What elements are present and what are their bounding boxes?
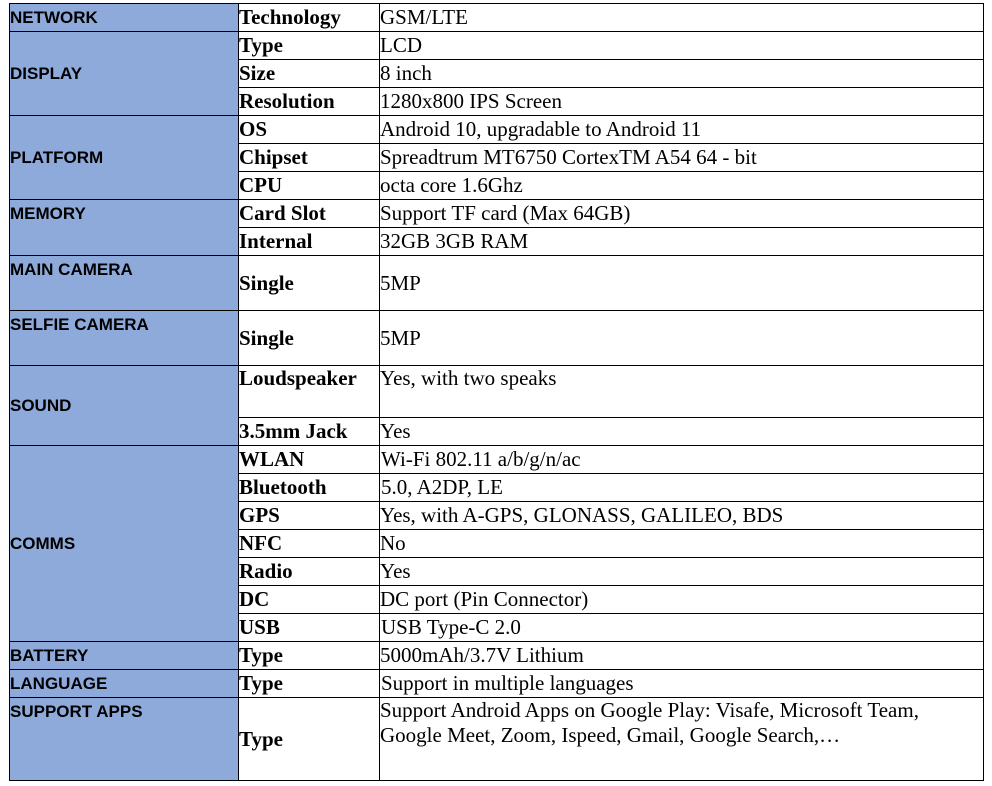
field-value: Wi-Fi 802.11 a/b/g/n/ac — [380, 446, 984, 474]
table-row — [10, 642, 984, 670]
category-memory: MEMORY — [10, 200, 239, 256]
spec-table — [9, 3, 984, 781]
field-label: Type — [239, 642, 380, 670]
field-label: Type — [239, 698, 380, 781]
table-row — [10, 698, 984, 781]
category-support-apps: SUPPORT APPS — [10, 698, 239, 781]
field-label: GPS — [239, 502, 380, 530]
field-label: Resolution — [239, 88, 380, 116]
category-battery: BATTERY — [10, 642, 239, 670]
field-label: Type — [239, 32, 380, 60]
field-label: Single — [239, 311, 380, 366]
field-value: Support in multiple languages — [380, 670, 984, 698]
field-label: DC — [239, 586, 380, 614]
field-value: Yes — [380, 418, 984, 446]
field-value: 8 inch — [380, 60, 984, 88]
field-value: 5MP — [380, 311, 984, 366]
table-row — [10, 4, 984, 32]
table-row — [10, 116, 984, 144]
field-label: Size — [239, 60, 380, 88]
category-comms: COMMS — [10, 446, 239, 642]
field-label: WLAN — [239, 446, 380, 474]
field-value: Yes, with A-GPS, GLONASS, GALILEO, BDS — [380, 502, 984, 530]
category-display: DISPLAY — [10, 32, 239, 116]
field-label: Card Slot — [239, 200, 380, 228]
field-label: Type — [239, 670, 380, 698]
field-value: octa core 1.6Ghz — [380, 172, 984, 200]
table-row — [10, 366, 984, 418]
category-main-camera: MAIN CAMERA — [10, 256, 239, 311]
field-label: 3.5mm Jack — [239, 418, 380, 446]
field-value: USB Type-C 2.0 — [380, 614, 984, 642]
field-value: Yes, with two speaks — [380, 366, 984, 418]
field-label: Single — [239, 256, 380, 311]
field-value: 32GB 3GB RAM — [380, 228, 984, 256]
field-value: LCD — [380, 32, 984, 60]
category-platform: PLATFORM — [10, 116, 239, 200]
category-language: LANGUAGE — [10, 670, 239, 698]
field-value: Support TF card (Max 64GB) — [380, 200, 984, 228]
field-label: Bluetooth — [239, 474, 380, 502]
field-label: CPU — [239, 172, 380, 200]
field-label: Loudspeaker — [239, 366, 380, 418]
field-label: OS — [239, 116, 380, 144]
category-selfie-camera: SELFIE CAMERA — [10, 311, 239, 366]
table-row — [10, 32, 984, 60]
field-value: 5000mAh/3.7V Lithium — [380, 642, 984, 670]
table-row — [10, 311, 984, 366]
field-label: Internal — [239, 228, 380, 256]
field-value: GSM/LTE — [380, 4, 984, 32]
field-label: USB — [239, 614, 380, 642]
category-sound: SOUND — [10, 366, 239, 446]
field-value: Android 10, upgradable to Android 11 — [380, 116, 984, 144]
field-value: 5MP — [380, 256, 984, 311]
field-label: Chipset — [239, 144, 380, 172]
field-value: Support Android Apps on Google Play: Visafe, Microsoft Team, Google Meet, Zoom, Ispeed, Gmail, Google Search,… — [380, 698, 984, 781]
field-label: Radio — [239, 558, 380, 586]
table-row — [10, 200, 984, 228]
field-label: NFC — [239, 530, 380, 558]
field-value: No — [380, 530, 984, 558]
field-value: Spreadtrum MT6750 CortexTM A54 64 - bit — [380, 144, 984, 172]
category-network: NETWORK — [10, 4, 239, 32]
field-value: 1280x800 IPS Screen — [380, 88, 984, 116]
field-value: DC port (Pin Connector) — [380, 586, 984, 614]
table-row — [10, 670, 984, 698]
field-value: 5.0, A2DP, LE — [380, 474, 984, 502]
field-value: Yes — [380, 558, 984, 586]
field-label: Technology — [239, 4, 380, 32]
table-row — [10, 256, 984, 311]
table-row — [10, 446, 984, 474]
